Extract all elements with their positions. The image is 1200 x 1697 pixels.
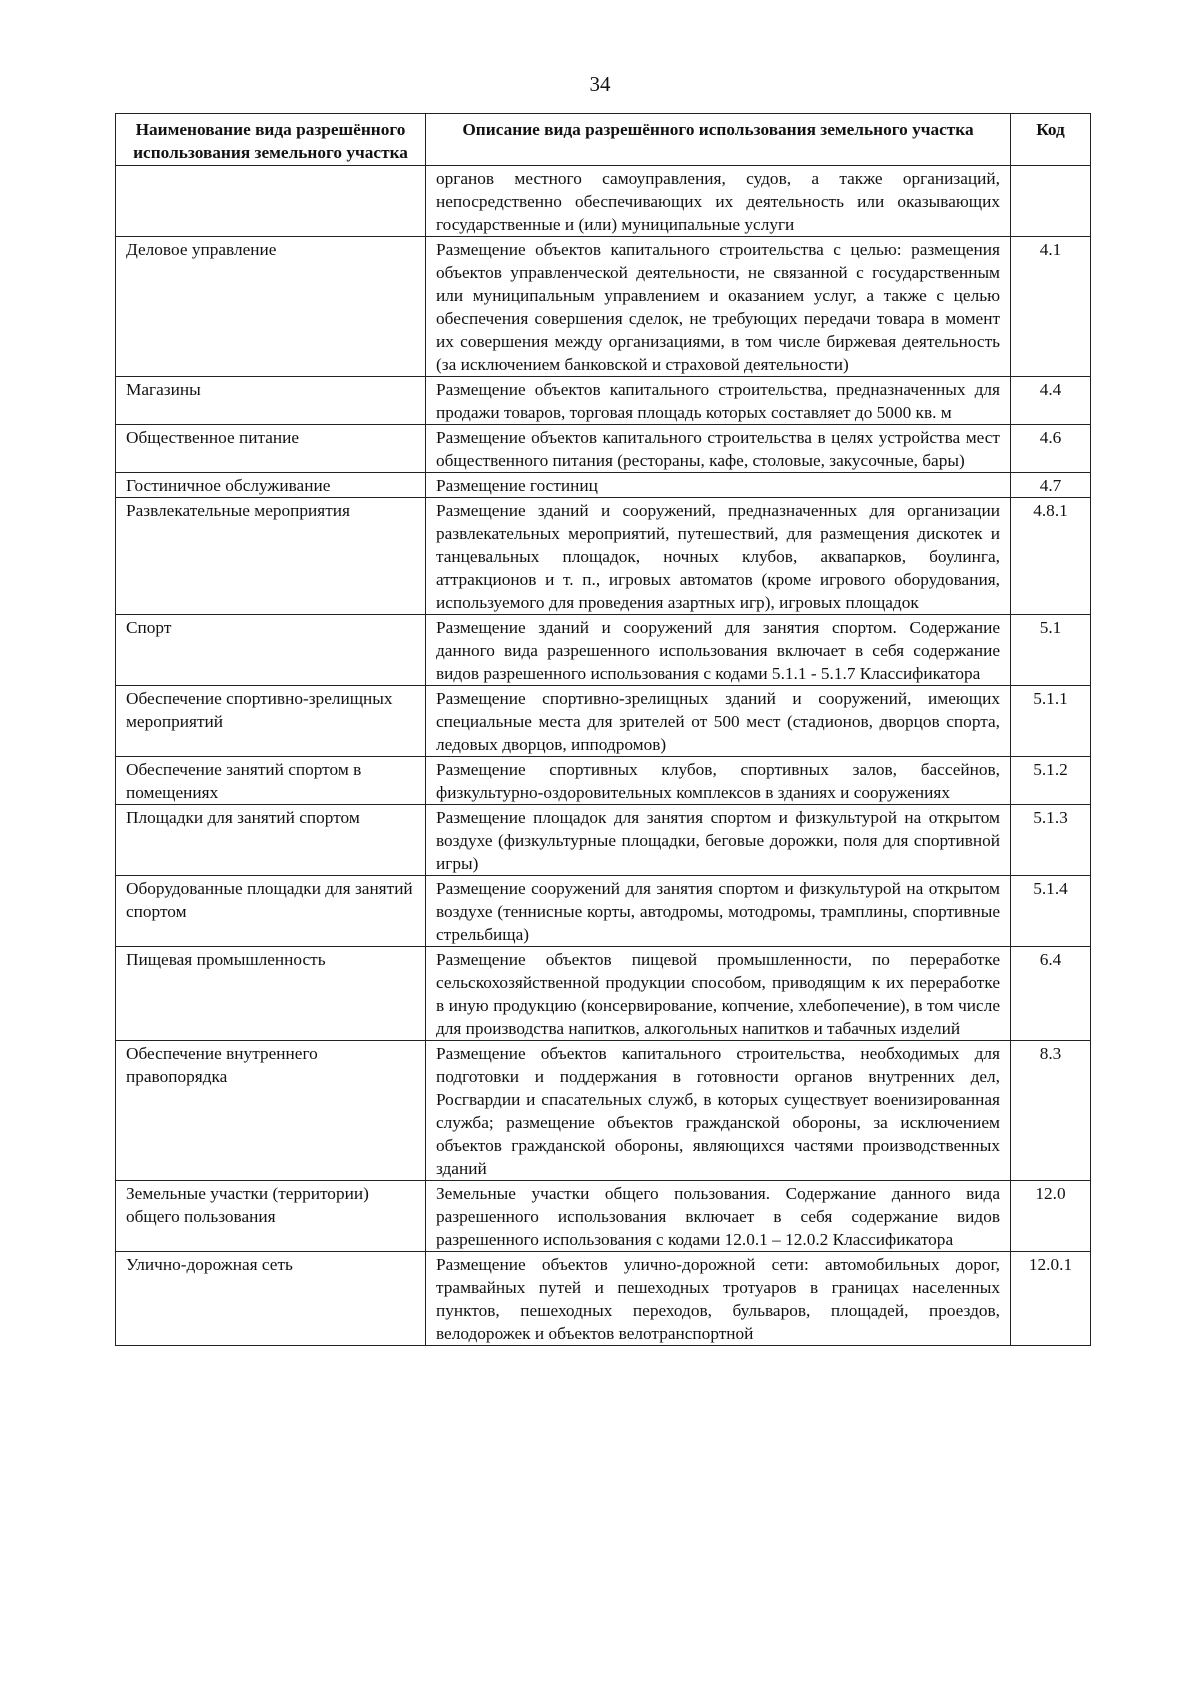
- table-row: [116, 498, 1091, 615]
- table-row: [116, 1181, 1091, 1252]
- use-description: Размещение объектов капитального строительства в целях устройства мест общественного питания (рестораны, кафе, столовые, закусочные, бары): [426, 425, 1011, 473]
- use-name: Улично-дорожная сеть: [116, 1252, 426, 1346]
- use-name: Гостиничное обслуживание: [116, 473, 426, 498]
- use-name: Обеспечение внутреннего правопорядка: [116, 1041, 426, 1181]
- use-description: Размещение объектов капитального строительства с целью: размещения объектов управленческой деятельности, не связанной с государственным или муниципальным управлением и оказанием услуг, а также с целью обеспечения совершения сделок, не требующих передачи товара в момент их совершения между организациями, в том числе биржевая деятельность (за исключением банковской и страховой деятельности): [426, 237, 1011, 377]
- table-row: [116, 757, 1091, 805]
- use-code: 4.4: [1011, 377, 1091, 425]
- use-description: Размещение спортивно-зрелищных зданий и сооружений, имеющих специальные места для зрителей от 500 мест (стадионов, дворцов спорта, ледовых дворцов, ипподромов): [426, 686, 1011, 757]
- use-name: Земельные участки (территории) общего пользования: [116, 1181, 426, 1252]
- use-name: Обеспечение занятий спортом в помещениях: [116, 757, 426, 805]
- use-code: 6.4: [1011, 947, 1091, 1041]
- use-name: Деловое управление: [116, 237, 426, 377]
- use-name: Развлекательные мероприятия: [116, 498, 426, 615]
- use-name: Оборудованные площадки для занятий спортом: [116, 876, 426, 947]
- use-code: 5.1.1: [1011, 686, 1091, 757]
- use-code: 5.1.3: [1011, 805, 1091, 876]
- use-name: Магазины: [116, 377, 426, 425]
- table-body: [116, 166, 1091, 1346]
- use-name: [116, 166, 426, 237]
- table-row: [116, 1041, 1091, 1181]
- table-row: [116, 686, 1091, 757]
- table-row: [116, 1252, 1091, 1346]
- use-description: Размещение зданий и сооружений для занятия спортом. Содержание данного вида разрешенного использования включает в себя содержание видов разрешенного использования с кодами 5.1.1 - 5.1.7 Классификатора: [426, 615, 1011, 686]
- use-code: 5.1.2: [1011, 757, 1091, 805]
- table-row: [116, 237, 1091, 377]
- table-row: [116, 473, 1091, 498]
- land-use-table: [115, 113, 1091, 1346]
- use-code: 4.7: [1011, 473, 1091, 498]
- header-name: Наименование вида разрешённого использования земельного участка: [116, 114, 426, 166]
- use-description: Размещение спортивных клубов, спортивных залов, бассейнов, физкультурно-оздоровительных комплексов в зданиях и сооружениях: [426, 757, 1011, 805]
- use-description: Размещение гостиниц: [426, 473, 1011, 498]
- table-row: [116, 166, 1091, 237]
- use-name: Обеспечение спортивно-зрелищных мероприятий: [116, 686, 426, 757]
- use-description: Размещение сооружений для занятия спортом и физкультурой на открытом воздухе (теннисные корты, автодромы, мотодромы, трамплины, спортивные стрельбища): [426, 876, 1011, 947]
- use-code: 12.0: [1011, 1181, 1091, 1252]
- table-header: [116, 114, 1091, 166]
- use-description: Земельные участки общего пользования. Содержание данного вида разрешенного использования включает в себя содержание видов разрешенного использования с кодами 12.0.1 – 12.0.2 Классификатора: [426, 1181, 1011, 1252]
- use-description: Размещение площадок для занятия спортом и физкультурой на открытом воздухе (физкультурные площадки, беговые дорожки, поля для спортивной игры): [426, 805, 1011, 876]
- use-code: 8.3: [1011, 1041, 1091, 1181]
- use-name: Общественное питание: [116, 425, 426, 473]
- use-description: органов местного самоуправления, судов, а также организаций, непосредственно обеспечивающих их деятельность или оказывающих государственные и (или) муниципальные услуги: [426, 166, 1011, 237]
- use-code: 12.0.1: [1011, 1252, 1091, 1346]
- use-code: 4.8.1: [1011, 498, 1091, 615]
- use-description: Размещение объектов улично-дорожной сети: автомобильных дорог, трамвайных путей и пешеходных тротуаров в границах населенных пунктов, пешеходных переходов, бульваров, площадей, проездов, велодорожек и объектов велотранспортной: [426, 1252, 1011, 1346]
- use-name: Пищевая промышленность: [116, 947, 426, 1041]
- table-row: [116, 805, 1091, 876]
- use-description: Размещение зданий и сооружений, предназначенных для организации развлекательных мероприятий, путешествий, для размещения дискотек и танцевальных площадок, ночных клубов, аквапарков, боулинга, аттракционов и т. п., игровых автоматов (кроме игрового оборудования, используемого для проведения азартных игр), игровых площадок: [426, 498, 1011, 615]
- use-description: Размещение объектов капитального строительства, предназначенных для продажи товаров, торговая площадь которых составляет до 5000 кв. м: [426, 377, 1011, 425]
- table-row: [116, 377, 1091, 425]
- header-code: Код: [1011, 114, 1091, 166]
- use-name: Площадки для занятий спортом: [116, 805, 426, 876]
- table-row: [116, 876, 1091, 947]
- use-code: [1011, 166, 1091, 237]
- page-number: 34: [589, 72, 611, 96]
- table-row: [116, 947, 1091, 1041]
- use-code: 5.1: [1011, 615, 1091, 686]
- header-description: Описание вида разрешённого использования земельного участка: [426, 114, 1011, 166]
- use-code: 5.1.4: [1011, 876, 1091, 947]
- use-description: Размещение объектов капитального строительства, необходимых для подготовки и поддержания в готовности органов внутренних дел, Росгвардии и спасательных служб, в которых существует военизированная служба; размещение объектов гражданской обороны, за исключением объектов гражданской обороны, являющихся частями производственных зданий: [426, 1041, 1011, 1181]
- use-description: Размещение объектов пищевой промышленности, по переработке сельскохозяйственной продукции способом, приводящим к их переработке в иную продукцию (консервирование, копчение, хлебопечение), в том числе для производства напитков, алкогольных напитков и табачных изделий: [426, 947, 1011, 1041]
- use-code: 4.1: [1011, 237, 1091, 377]
- use-code: 4.6: [1011, 425, 1091, 473]
- table-row: [116, 615, 1091, 686]
- use-name: Спорт: [116, 615, 426, 686]
- header-row: [116, 114, 1091, 166]
- table-row: [116, 425, 1091, 473]
